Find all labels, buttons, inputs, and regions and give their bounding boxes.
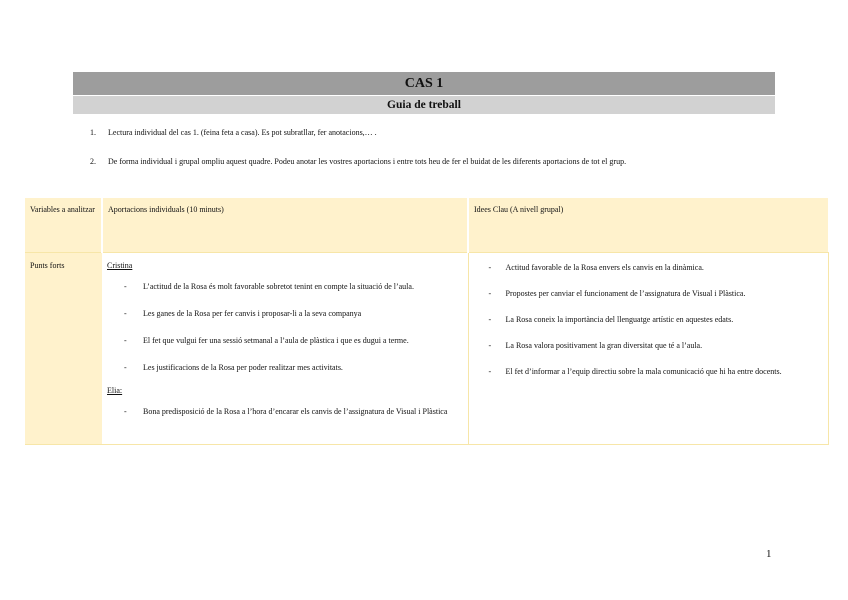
- list-item: [107, 359, 463, 376]
- analysis-table: [25, 198, 829, 445]
- key-ideas-list: [489, 259, 820, 380]
- dash-bullet: -: [124, 309, 127, 318]
- list-item-text: Bona predisposició de la Rosa a l’hora d’encarar els canvis de l’assignatura de Visual i Plàstica: [143, 407, 448, 416]
- dash-bullet: -: [124, 407, 127, 416]
- list-item-text: Les justificacions de la Rosa per poder realitzar mes activitats.: [143, 363, 343, 372]
- dash-bullet: -: [488, 341, 492, 350]
- header-key-ideas: Idees Clau (A nivell grupal): [468, 198, 828, 253]
- list-item-text: La Rosa valora positivament la gran diversitat que té a l’aula.: [505, 341, 703, 350]
- table-row: [25, 253, 828, 445]
- dash-bullet: -: [488, 367, 492, 376]
- list-item: [489, 259, 820, 276]
- list-item-text: La Rosa coneix la importància del llenguatge artístic en aquestes edats.: [505, 315, 734, 324]
- dash-bullet: -: [124, 336, 127, 345]
- header-individual-contributions: Aportacions individuals (10 minuts): [102, 198, 468, 253]
- list-item-text: Propostes per canviar el funcionament de l’assignatura de Visual i Plàstica.: [505, 289, 746, 298]
- dash-bullet: -: [124, 363, 127, 372]
- dash-bullet: -: [488, 289, 492, 298]
- instruction-text: Lectura individual del cas 1. (feina feta a casa). Es pot subratllar, fer anotacions,… .: [108, 128, 377, 137]
- list-item-text: L’actitud de la Rosa és molt favorable sobretot tenint en compte la situació de l’aula.: [143, 282, 414, 291]
- list-item-text: El fet d’informar a l’equip directiu sobre la mala comunicació que hi ha entre docents.: [505, 367, 782, 376]
- contributor-name: Cristina: [107, 261, 133, 270]
- list-item-text: Actitud favorable de la Rosa envers els canvis en la dinàmica.: [505, 263, 704, 272]
- contribution-list: [107, 278, 463, 376]
- case-title: CAS 1: [73, 72, 775, 95]
- list-item: [489, 285, 820, 302]
- list-item-text: El fet que vulgui fer una sessió setmanal a l’aula de plàstica i que es dugui a terme.: [143, 336, 409, 345]
- list-item: [489, 337, 820, 354]
- header-variables: Variables a analitzar: [25, 198, 102, 253]
- table-header-row: [25, 198, 828, 253]
- contribution-list: [107, 403, 463, 420]
- page-number: 1: [766, 548, 772, 560]
- list-item-text: Les ganes de la Rosa per fer canvis i proposar-li a la seva companya: [143, 309, 362, 318]
- dash-bullet: -: [488, 315, 492, 324]
- list-item: [107, 403, 463, 420]
- dash-bullet: -: [124, 282, 127, 291]
- instruction-item: [90, 155, 770, 168]
- row-label-strengths: Punts forts: [25, 253, 102, 445]
- instruction-number: 2.: [90, 157, 96, 166]
- instruction-item: [90, 126, 770, 139]
- list-item: [107, 305, 463, 322]
- key-ideas-cell: [468, 253, 828, 445]
- individual-contributions-cell: [102, 253, 468, 445]
- list-item: [489, 363, 820, 380]
- dash-bullet: -: [488, 263, 492, 272]
- instruction-text: De forma individual i grupal ompliu aquest quadre. Podeu anotar les vostres aportacions i entre tots heu de fer el buidat de les diferents aportacions de tot el grup.: [108, 157, 627, 166]
- contributor-name: Elia:: [107, 386, 123, 395]
- list-item: [107, 278, 463, 295]
- work-guide-subtitle: Guia de treball: [73, 96, 775, 114]
- list-item: [107, 332, 463, 349]
- instructions-list: [90, 126, 770, 168]
- list-item: [489, 311, 820, 328]
- instruction-number: 1.: [90, 128, 96, 137]
